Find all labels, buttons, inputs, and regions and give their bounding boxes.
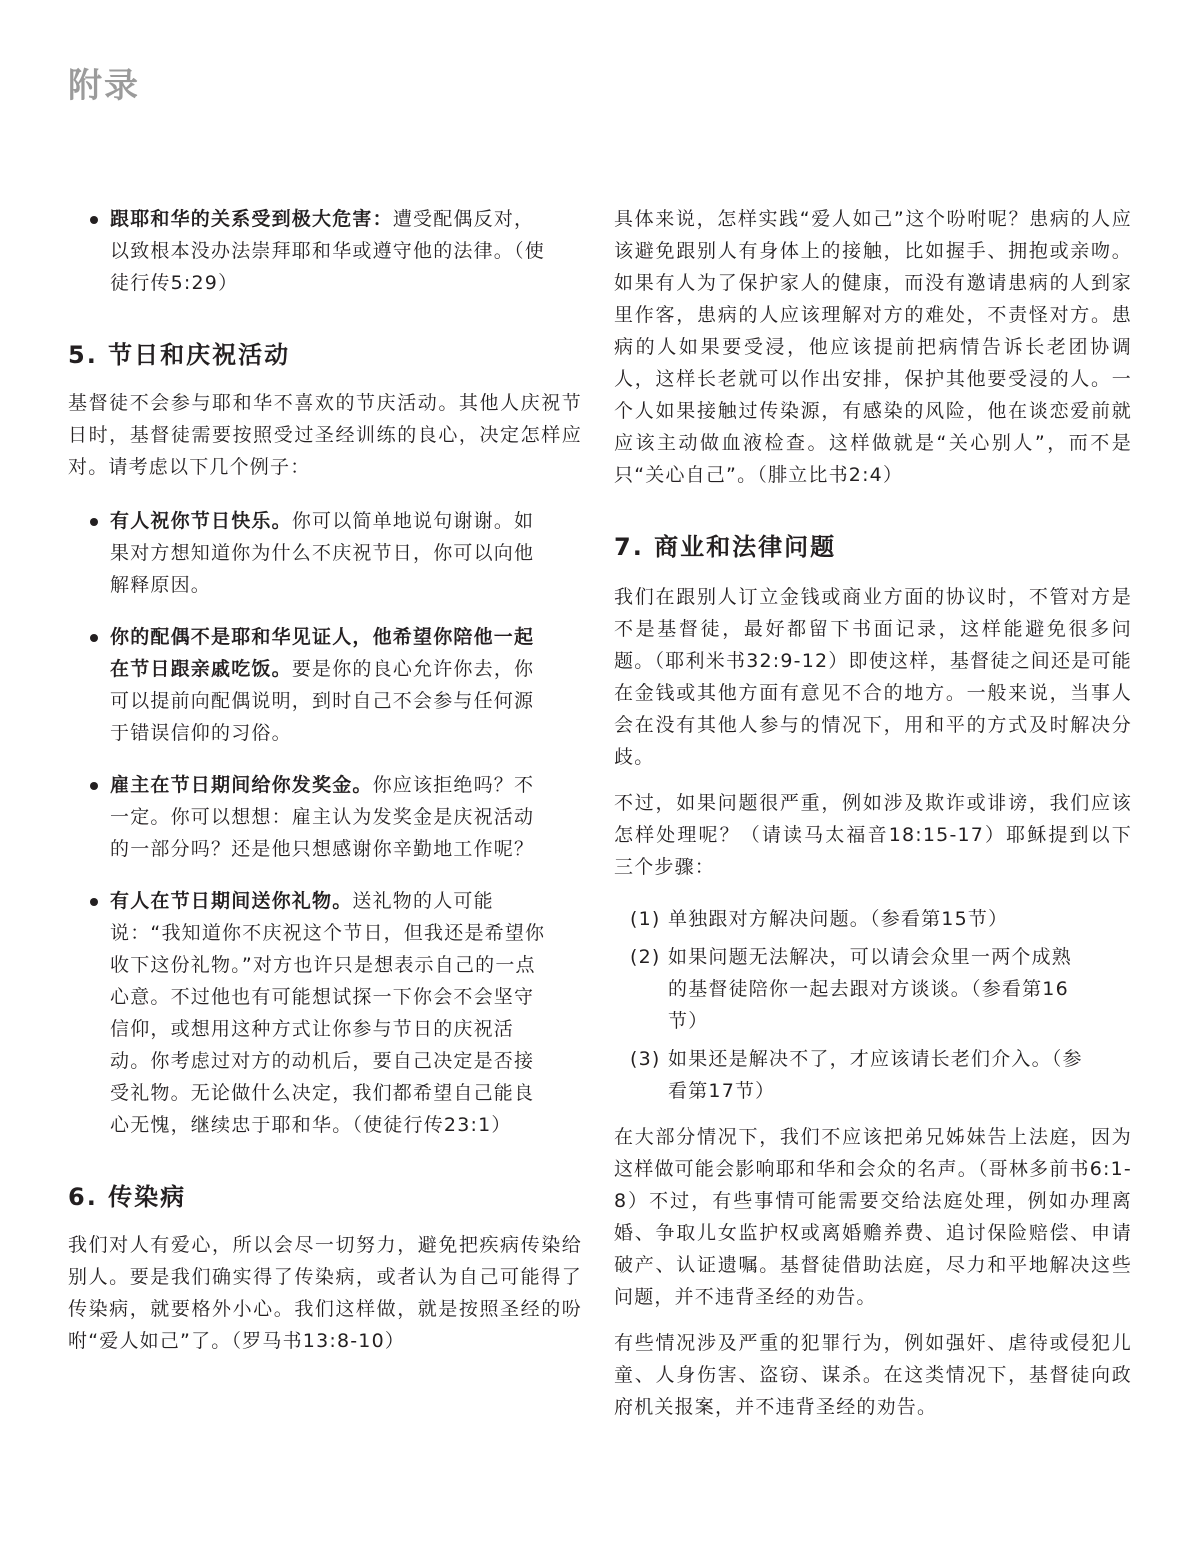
step-number: (1) bbox=[630, 908, 661, 930]
bullet-bold: 雇主在节日期间给你发奖金。 bbox=[110, 774, 373, 796]
section6-para: 我们对人有爱心，所以会尽一切努力，避免把疾病传染给别人。要是我们确实得了传染病，或者认为自己可能得了传染病，就要格外小心。我们这样做，就是按照圣经的吩咐“爱人如己”了。（罗马书13:8-10） bbox=[68, 1234, 582, 1352]
bullet-bold: 有人在节日期间送你礼物。 bbox=[110, 890, 353, 912]
list-item bbox=[68, 203, 582, 299]
step-number: (2) bbox=[630, 946, 661, 968]
step-item bbox=[614, 1043, 1092, 1107]
bullet-text: 遭受配偶反对，以致根本没办法崇拜耶和华或遵守他的法律。（使徒行传5:29） bbox=[110, 208, 545, 294]
list-item bbox=[68, 621, 552, 749]
section-heading-7: 7. 商业和法律问题 bbox=[614, 533, 837, 561]
list-item bbox=[68, 885, 552, 1141]
left-column bbox=[68, 203, 582, 1371]
step-item bbox=[614, 903, 1092, 935]
step-text: 如果还是解决不了，才应该请长老们介入。（参看第17节） bbox=[668, 1048, 1083, 1102]
bullet-list-top bbox=[68, 203, 582, 299]
right-column bbox=[614, 203, 1132, 1437]
bullet-text: 你应该拒绝吗？不一定。你可以想想：雇主认为发奖金是庆祝活动的一部分吗？还是他只想感谢你辛勤地工作呢？ bbox=[110, 774, 535, 860]
list-item bbox=[68, 769, 552, 865]
section7-para4: 有些情况涉及严重的犯罪行为，例如强奸、虐待或侵犯儿童、人身伤害、盗窃、谋杀。在这类情况下，基督徒向政府机关报案，并不违背圣经的劝告。 bbox=[614, 1332, 1132, 1418]
section7-para3: 在大部分情况下，我们不应该把弟兄姊妹告上法庭，因为这样做可能会影响耶和华和会众的名声。（哥林多前书6:1-8）不过，有些事情可能需要交给法庭处理，例如办理离婚、争取儿女监护权或离婚赡养费、追讨保险赔偿、申请破产、认证遗嘱。基督徒借助法庭，尽力和平地解决这些问题，并不违背圣经的劝告。 bbox=[614, 1126, 1132, 1308]
section-heading-6: 6. 传染病 bbox=[68, 1183, 187, 1211]
section7-para1: 我们在跟别人订立金钱或商业方面的协议时，不管对方是不是基督徒，最好都留下书面记录，这样能避免很多问题。（耶利米书32:9-12）即使这样，基督徒之间还是可能在金钱或其他方面有意见不合的地方。一般来说，当事人会在没有其他人参与的情况下，用和平的方式及时解决分歧。 bbox=[614, 586, 1132, 768]
step-number: (3) bbox=[630, 1048, 661, 1070]
step-text: 单独跟对方解决问题。（参看第15节） bbox=[668, 908, 1009, 930]
bullet-bold: 有人祝你节日快乐。 bbox=[110, 510, 292, 532]
bullet-text: 要是你的良心允许你去，你可以提前向配偶说明，到时自己不会参与任何源于错误信仰的习俗。 bbox=[110, 658, 535, 744]
bullet-text: 你可以简单地说句谢谢。如果对方想知道你为什么不庆祝节日，你可以向他解释原因。 bbox=[110, 510, 535, 596]
section7-para2: 不过，如果问题很严重，例如涉及欺诈或诽谤，我们应该怎样处理呢？（请读马太福音18:15-17）耶稣提到以下三个步骤： bbox=[614, 792, 1132, 878]
steps-list bbox=[614, 903, 1132, 1107]
list-item bbox=[68, 505, 552, 601]
page-title: 附录 bbox=[68, 66, 140, 106]
bullet-text: 送礼物的人可能说：“我知道你不庆祝这个节日，但我还是希望你收下这份礼物。”对方也许只是想表示自己的一点心意。不过他也有可能想试探一下你会不会坚守信仰，或想用这种方式让你参与节日的庆祝活动。你考虑过对方的动机后，要自己决定是否接受礼物。无论做什么决定，我们都希望自己能良心无愧，继续忠于耶和华。（使徒行传23:1） bbox=[110, 890, 546, 1136]
section6-continued: 具体来说，怎样实践“爱人如己”这个吩咐呢？患病的人应该避免跟别人有身体上的接触，比如握手、拥抱或亲吻。如果有人为了保护家人的健康，而没有邀请患病的人到家里作客，患病的人应该理解对方的难处，不责怪对方。患病的人如果要受浸，他应该提前把病情告诉长老团协调人，这样长老就可以作出安排，保护其他要受浸的人。一个人如果接触过传染源，有感染的风险，他在谈恋爱前就应该主动做血液检查。这样做就是“关心别人”，而不是只“关心自己”。（腓立比书2:4） bbox=[614, 208, 1132, 486]
bullet-bold: 跟耶和华的关系受到极大危害： bbox=[110, 208, 393, 230]
step-item bbox=[614, 941, 1092, 1037]
bullet-bold: 你的配偶不是耶和华见证人，他希望你陪他一起在节日跟亲戚吃饭。 bbox=[110, 626, 535, 680]
section5-bullets bbox=[68, 505, 582, 1141]
section5-intro: 基督徒不会参与耶和华不喜欢的节庆活动。其他人庆祝节日时，基督徒需要按照受过圣经训练的良心，决定怎样应对。请考虑以下几个例子： bbox=[68, 392, 582, 478]
section-heading-5: 5. 节日和庆祝活动 bbox=[68, 341, 291, 369]
step-text: 如果问题无法解决，可以请会众里一两个成熟的基督徒陪你一起去跟对方谈谈。（参看第16节） bbox=[668, 946, 1073, 1032]
